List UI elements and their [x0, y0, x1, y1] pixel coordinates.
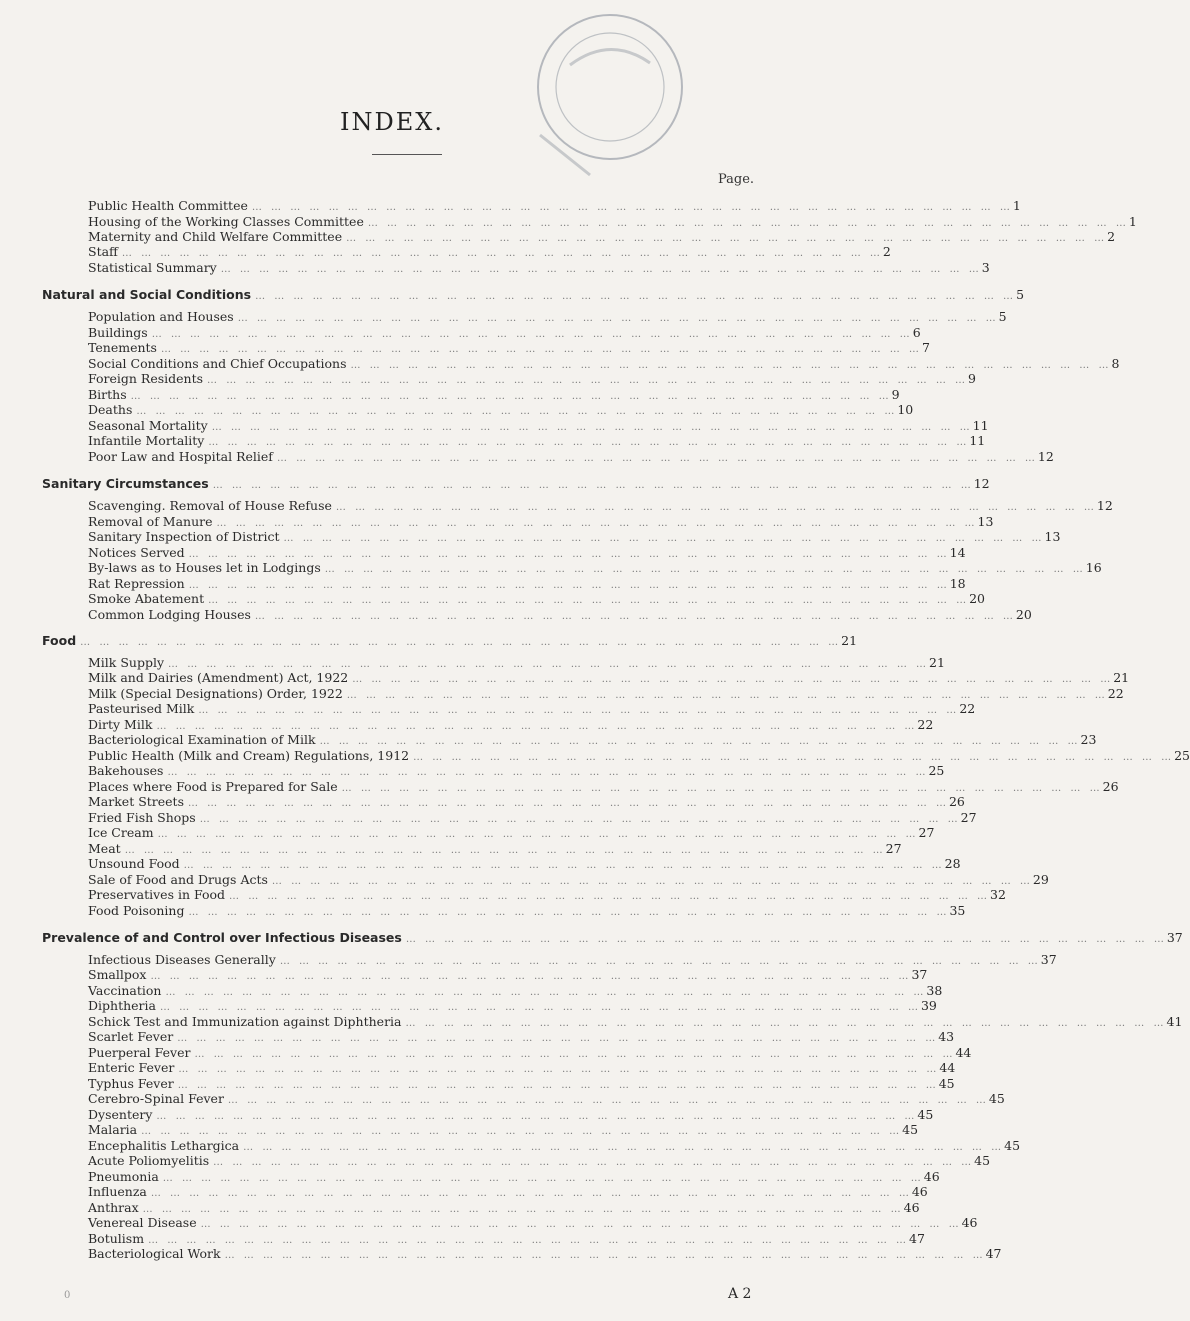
index-entry	[88, 1091, 1005, 1107]
index-entry	[88, 229, 1116, 245]
entry-label: Notices Served	[88, 545, 185, 560]
entry-page-number: 41	[1166, 1014, 1183, 1029]
index-entry	[88, 1045, 972, 1061]
index-entry	[88, 514, 994, 530]
entry-label: Pneumonia	[88, 1169, 159, 1184]
entry-label: Scavenging. Removal of House Refuse	[88, 498, 332, 513]
entry-page-number: 5	[1016, 287, 1025, 302]
entry-label: Bakehouses	[88, 763, 164, 778]
index-section-heading	[42, 930, 1183, 946]
leader-dots: … … … … … … … … … … … … … … … … … … … … … … … … … … … … … … … … … … … … … … … …	[160, 344, 922, 355]
entry-label: Prevalence of and Control over Infectious Diseases	[42, 930, 402, 945]
index-section-heading	[42, 633, 858, 649]
leader-dots: … … … … … … … … … … … … … … … … … … … … … … … … … … … … … … … … … … … … … … … …	[251, 202, 1013, 213]
leader-dots: … … … … … … … … … … … … … … … … … … … … … … … … … … … … … … … … … … … … … … … …	[413, 752, 1175, 763]
entry-page-number: 22	[959, 701, 976, 716]
entry-label: Tenements	[88, 340, 157, 355]
entry-label: Diphtheria	[88, 998, 156, 1013]
entry-page-number: 37	[1040, 952, 1057, 967]
index-entry	[88, 732, 1097, 748]
leader-dots: … … … … … … … … … … … … … … … … … … … … … … … … … … … … … … … … … … … … … … … …	[212, 480, 974, 491]
entry-label: Statistical Summary	[88, 260, 217, 275]
entry-page-number: 27	[885, 841, 902, 856]
entry-page-number: 26	[1102, 779, 1119, 794]
leader-dots: … … … … … … … … … … … … … … … … … … … … … … … … … … … … … … … … … … … … … … … …	[183, 860, 945, 871]
entry-page-number: 25	[928, 763, 945, 778]
leader-dots: … … … … … … … … … … … … … … … … … … … … … … … … … … … … … … … … … … … … … … … …	[243, 1142, 1005, 1153]
leader-dots: … … … … … … … … … … … … … … … … … … … … … … … … … … … … … … … … … … … … … … … …	[346, 233, 1108, 244]
leader-dots: … … … … … … … … … … … … … … … … … … … … … … … … … … … … … … … … … … … … … … … …	[199, 814, 961, 825]
entry-page-number: 35	[949, 903, 966, 918]
entry-label: Smoke Abatement	[88, 591, 205, 606]
leader-dots: … … … … … … … … … … … … … … … … … … … … … … … … … … … … … … … … … … … … … … … …	[177, 1080, 939, 1091]
entry-label: Rat Repression	[88, 576, 185, 591]
index-entry	[88, 825, 935, 841]
index-entry	[88, 325, 921, 341]
margin-mark: 0	[64, 1290, 71, 1301]
leader-dots: … … … … … … … … … … … … … … … … … … … … … … … … … … … … … … … … … … … … … … … …	[188, 580, 950, 591]
entry-label: Ice Cream	[88, 825, 154, 840]
index-entry	[88, 260, 990, 276]
leader-dots: … … … … … … … … … … … … … … … … … … … … … … … … … … … … … … … … … … … … … … … …	[177, 1033, 939, 1044]
leader-dots: … … … … … … … … … … … … … … … … … … … … … … … … … … … … … … … … … … … … … … … …	[405, 934, 1167, 945]
index-entry	[88, 607, 1032, 623]
entry-page-number: 45	[938, 1076, 955, 1091]
leader-dots: … … … … … … … … … … … … … … … … … … … … … … … … … … … … … … … … … … … … … … … …	[168, 659, 930, 670]
entry-page-number: 44	[955, 1045, 972, 1060]
leader-dots: … … … … … … … … … … … … … … … … … … … … … … … … … … … … … … … … … … … … … … … …	[352, 674, 1114, 685]
entry-label: Meat	[88, 841, 121, 856]
index-entry	[88, 340, 930, 356]
index-entry	[88, 309, 1007, 325]
entry-label: Population and Houses	[88, 309, 234, 324]
entry-label: Infectious Diseases Generally	[88, 952, 276, 967]
entry-label: Fried Fish Shops	[88, 810, 196, 825]
index-entry	[88, 1122, 919, 1138]
entry-label: Sale of Food and Drugs Acts	[88, 872, 268, 887]
entry-label: Cerebro-Spinal Fever	[88, 1091, 224, 1106]
page-title: INDEX.	[340, 108, 444, 136]
leader-dots: … … … … … … … … … … … … … … … … … … … … … … … … … … … … … … … … … … … … … … … …	[198, 705, 960, 716]
index-entry	[88, 794, 965, 810]
entry-label: Public Health (Milk and Cream) Regulations, 1912	[88, 748, 410, 763]
index-entry	[88, 952, 1057, 968]
entry-label: Births	[88, 387, 127, 402]
leader-dots: … … … … … … … … … … … … … … … … … … … … … … … … … … … … … … … … … … … … … … … …	[194, 1049, 956, 1060]
entry-page-number: 10	[897, 402, 914, 417]
entry-page-number: 22	[917, 717, 934, 732]
entry-page-number: 27	[918, 825, 935, 840]
entry-label: Sanitary Inspection of District	[88, 529, 280, 544]
entry-page-number: 37	[1166, 930, 1183, 945]
leader-dots: … … … … … … … … … … … … … … … … … … … … … … … … … … … … … … … … … … … … … … … …	[405, 1018, 1167, 1029]
entry-page-number: 27	[960, 810, 977, 825]
page-column-header: Page.	[718, 172, 755, 187]
entry-label: Public Health Committee	[88, 198, 248, 213]
index-entry	[88, 1014, 1183, 1030]
index-entry	[88, 591, 986, 607]
entry-page-number: 11	[972, 418, 989, 433]
leader-dots: … … … … … … … … … … … … … … … … … … … … … … … … … … … … … … … … … … … … … … … …	[319, 736, 1081, 747]
entry-label: Food	[42, 633, 77, 648]
entry-page-number: 45	[902, 1122, 919, 1137]
leader-dots: … … … … … … … … … … … … … … … … … … … … … … … … … … … … … … … … … … … … … … … …	[207, 375, 969, 386]
entry-page-number: 47	[909, 1231, 925, 1246]
leader-dots: … … … … … … … … … … … … … … … … … … … … … … … … … … … … … … … … … … … … … … … …	[156, 721, 918, 732]
leader-dots: … … … … … … … … … … … … … … … … … … … … … … … … … … … … … … … … … … … … … … … …	[156, 1111, 918, 1122]
entry-label: Dirty Milk	[88, 717, 153, 732]
leader-dots: … … … … … … … … … … … … … … … … … … … … … … … … … … … … … … … … … … … … … … … …	[254, 611, 1016, 622]
leader-dots: … … … … … … … … … … … … … … … … … … … … … … … … … … … … … … … … … … … … … … … …	[216, 518, 978, 529]
entry-page-number: 26	[948, 794, 965, 809]
index-entry	[88, 670, 1130, 686]
entry-page-number: 38	[926, 983, 943, 998]
index-entry	[88, 1215, 978, 1231]
entry-label: Places where Food is Prepared for Sale	[88, 779, 338, 794]
entry-page-number: 46	[911, 1184, 928, 1199]
index-entry	[88, 967, 928, 983]
index-entry	[88, 356, 1120, 372]
entry-page-number: 9	[891, 387, 900, 402]
leader-dots: … … … … … … … … … … … … … … … … … … … … … … … … … … … … … … … … … … … … … … … …	[159, 1002, 921, 1013]
index-entry	[88, 903, 966, 919]
leader-dots: … … … … … … … … … … … … … … … … … … … … … … … … … … … … … … … … … … … … … … … …	[151, 329, 913, 340]
entry-page-number: 11	[969, 433, 986, 448]
entry-label: Puerperal Fever	[88, 1045, 191, 1060]
entry-page-number: 14	[949, 545, 966, 560]
entry-label: Unsound Food	[88, 856, 180, 871]
leader-dots: … … … … … … … … … … … … … … … … … … … … … … … … … … … … … … … … … … … … … … … …	[335, 502, 1097, 513]
index-entry	[88, 1029, 955, 1045]
leader-dots: … … … … … … … … … … … … … … … … … … … … … … … … … … … … … … … … … … … … … … … …	[136, 406, 898, 417]
leader-dots: … … … … … … … … … … … … … … … … … … … … … … … … … … … … … … … … … … … … … … … …	[200, 1219, 962, 1230]
entry-label: Schick Test and Immunization against Diphtheria	[88, 1014, 402, 1029]
index-entry	[88, 387, 900, 403]
entry-page-number: 28	[944, 856, 961, 871]
entry-label: Infantile Mortality	[88, 433, 205, 448]
entry-label: Staff	[88, 244, 118, 259]
index-entry	[88, 779, 1119, 795]
entry-page-number: 46	[903, 1200, 920, 1215]
index-entry	[88, 841, 902, 857]
index-entry	[88, 1200, 920, 1216]
entry-page-number: 37	[911, 967, 928, 982]
index-entry	[88, 763, 945, 779]
entry-page-number: 22	[1107, 686, 1124, 701]
entry-page-number: 45	[1004, 1138, 1021, 1153]
entry-page-number: 9	[968, 371, 976, 386]
index-section-heading	[42, 287, 1025, 303]
entry-label: Maternity and Child Welfare Committee	[88, 229, 343, 244]
entry-page-number: 3	[981, 260, 990, 275]
leader-dots: … … … … … … … … … … … … … … … … … … … … … … … … … … … … … … … … … … … … … … … …	[165, 987, 927, 998]
entry-page-number: 2	[882, 244, 891, 259]
index-entry	[88, 686, 1124, 702]
leader-dots: … … … … … … … … … … … … … … … … … … … … … … … … … … … … … … … … … … … … … … … …	[227, 1095, 989, 1106]
leader-dots: … … … … … … … … … … … … … … … … … … … … … … … … … … … … … … … … … … … … … … … …	[213, 1157, 975, 1168]
leader-dots: … … … … … … … … … … … … … … … … … … … … … … … … … … … … … … … … … … … … … … … …	[224, 1250, 986, 1261]
index-entry	[88, 1076, 955, 1092]
index-entry	[88, 717, 934, 733]
leader-dots: … … … … … … … … … … … … … … … … … … … … … … … … … … … … … … … … … … … … … … … …	[279, 956, 1041, 967]
entry-page-number: 21	[1113, 670, 1130, 685]
entry-label: Common Lodging Houses	[88, 607, 251, 622]
index-entry	[88, 576, 966, 592]
entry-label: Buildings	[88, 325, 148, 340]
index-entry	[88, 244, 891, 260]
entry-label: Dysentery	[88, 1107, 153, 1122]
entry-page-number: 45	[974, 1153, 991, 1168]
leader-dots: … … … … … … … … … … … … … … … … … … … … … … … … … … … … … … … … … … … … … … … …	[130, 391, 892, 402]
entry-label: Smallpox	[88, 967, 147, 982]
entry-label: Scarlet Fever	[88, 1029, 174, 1044]
index-entry	[88, 1107, 934, 1123]
leader-dots: … … … … … … … … … … … … … … … … … … … … … … … … … … … … … … … … … … … … … … … …	[346, 690, 1108, 701]
entry-page-number: 21	[841, 633, 858, 648]
leader-dots: … … … … … … … … … … … … … … … … … … … … … … … … … … … … … … … … … … … … … … … …	[121, 248, 883, 259]
leader-dots: … … … … … … … … … … … … … … … … … … … … … … … … … … … … … … … … … … … … … … … …	[211, 422, 973, 433]
entry-page-number: 20	[969, 591, 986, 606]
leader-dots: … … … … … … … … … … … … … … … … … … … … … … … … … … … … … … … … … … … … … … … …	[367, 218, 1129, 229]
entry-label: Anthrax	[88, 1200, 139, 1215]
leader-dots: … … … … … … … … … … … … … … … … … … … … … … … … … … … … … … … … … … … … … … … …	[237, 313, 999, 324]
entry-page-number: 13	[977, 514, 994, 529]
index-section-heading	[42, 476, 990, 492]
index-entry	[88, 433, 986, 449]
leader-dots: … … … … … … … … … … … … … … … … … … … … … … … … … … … … … … … … … … … … … … … …	[167, 767, 929, 778]
entry-page-number: 25	[1174, 748, 1190, 763]
entry-label: Food Poisoning	[88, 903, 185, 918]
leader-dots: … … … … … … … … … … … … … … … … … … … … … … … … … … … … … … … … … … … … … … … …	[255, 291, 1017, 302]
entry-page-number: 39	[920, 998, 937, 1013]
entry-label: Venereal Disease	[88, 1215, 197, 1230]
index-entry	[88, 983, 943, 999]
index-entry	[88, 529, 1061, 545]
entry-page-number: 45	[917, 1107, 934, 1122]
index-entry	[88, 214, 1137, 230]
entry-page-number: 20	[1015, 607, 1032, 622]
entry-label: Enteric Fever	[88, 1060, 175, 1075]
leader-dots: … … … … … … … … … … … … … … … … … … … … … … … … … … … … … … … … … … … … … … … …	[148, 1235, 910, 1246]
index-entry	[88, 418, 989, 434]
index-entry	[88, 998, 937, 1014]
entry-page-number: 1	[1012, 198, 1021, 213]
index-entry	[88, 887, 1006, 903]
index-entry	[88, 1184, 928, 1200]
leader-dots: … … … … … … … … … … … … … … … … … … … … … … … … … … … … … … … … … … … … … … … …	[142, 1204, 904, 1215]
entry-page-number: 45	[988, 1091, 1005, 1106]
entry-page-number: 32	[990, 887, 1006, 902]
index-entry	[88, 1060, 956, 1076]
index-entry	[88, 701, 976, 717]
leader-dots: … … … … … … … … … … … … … … … … … … … … … … … … … … … … … … … … … … … … … … … …	[124, 845, 886, 856]
leader-dots: … … … … … … … … … … … … … … … … … … … … … … … … … … … … … … … … … … … … … … … …	[208, 437, 970, 448]
entry-page-number: 12	[1037, 449, 1054, 464]
index-entry	[88, 1138, 1021, 1154]
index-entry	[88, 655, 945, 671]
entry-label: Acute Poliomyelitis	[88, 1153, 210, 1168]
entry-page-number: 6	[912, 325, 921, 340]
entry-page-number: 7	[921, 340, 930, 355]
entry-label: Natural and Social Conditions	[42, 287, 252, 302]
entry-label: Sanitary Circumstances	[42, 476, 209, 491]
leader-dots: … … … … … … … … … … … … … … … … … … … … … … … … … … … … … … … … … … … … … … … …	[283, 533, 1045, 544]
leader-dots: … … … … … … … … … … … … … … … … … … … … … … … … … … … … … … … … … … … … … … … …	[229, 891, 991, 902]
entry-page-number: 16	[1085, 560, 1102, 575]
entry-page-number: 44	[939, 1060, 956, 1075]
entry-page-number: 21	[929, 655, 945, 670]
leader-dots: … … … … … … … … … … … … … … … … … … … … … … … … … … … … … … … … … … … … … … … …	[188, 798, 949, 809]
index-entry	[88, 498, 1113, 514]
entry-label: Removal of Manure	[88, 514, 213, 529]
entry-label: Malaria	[88, 1122, 138, 1137]
index-entry	[88, 402, 914, 418]
entry-label: Poor Law and Hospital Relief	[88, 449, 273, 464]
entry-label: Influenza	[88, 1184, 147, 1199]
entry-label: Deaths	[88, 402, 133, 417]
entry-label: Bacteriological Examination of Milk	[88, 732, 316, 747]
leader-dots: … … … … … … … … … … … … … … … … … … … … … … … … … … … … … … … … … … … … … … … …	[276, 453, 1038, 464]
entry-page-number: 29	[1032, 872, 1049, 887]
entry-label: By-laws as to Houses let in Lodgings	[88, 560, 321, 575]
leader-dots: … … … … … … … … … … … … … … … … … … … … … … … … … … … … … … … … … … … … … … … …	[157, 829, 919, 840]
entry-page-number: 13	[1044, 529, 1061, 544]
index-entry	[88, 748, 1190, 764]
leader-dots: … … … … … … … … … … … … … … … … … … … … … … … … … … … … … … … … … … … … … … … …	[141, 1126, 903, 1137]
entry-page-number: 2	[1107, 229, 1116, 244]
entry-label: Botulism	[88, 1231, 145, 1246]
index-entry	[88, 872, 1049, 888]
leader-dots: … … … … … … … … … … … … … … … … … … … … … … … … … … … … … … … … … … … … … … … …	[188, 907, 950, 918]
index-entry	[88, 1231, 925, 1247]
leader-dots: … … … … … … … … … … … … … … … … … … … … … … … … … … … … … … … … … … … … … … … …	[350, 360, 1112, 371]
entry-page-number: 12	[973, 476, 990, 491]
entry-label: Housing of the Working Classes Committee	[88, 214, 364, 229]
entry-label: Foreign Residents	[88, 371, 204, 386]
index-entry	[88, 1246, 1002, 1262]
entry-label: Milk and Dairies (Amendment) Act, 1922	[88, 670, 349, 685]
entry-page-number: 46	[961, 1215, 978, 1230]
index-entry	[88, 810, 977, 826]
index-entry	[88, 449, 1054, 465]
index-entry	[88, 545, 966, 561]
entry-label: Typhus Fever	[88, 1076, 174, 1091]
signature-mark: A 2	[728, 1286, 752, 1302]
leader-dots: … … … … … … … … … … … … … … … … … … … … … … … … … … … … … … … … … … … … … … … …	[150, 1188, 912, 1199]
entry-page-number: 8	[1111, 356, 1120, 371]
entry-page-number: 12	[1096, 498, 1113, 513]
index-entry	[88, 198, 1021, 214]
leader-dots: … … … … … … … … … … … … … … … … … … … … … … … … … … … … … … … … … … … … … … … …	[188, 549, 950, 560]
index-entry	[88, 1153, 991, 1169]
leader-dots: … … … … … … … … … … … … … … … … … … … … … … … … … … … … … … … … … … … … … … … …	[341, 783, 1103, 794]
index-entry	[88, 856, 961, 872]
entry-page-number: 46	[923, 1169, 940, 1184]
leader-dots: … … … … … … … … … … … … … … … … … … … … … … … … … … … … … … … … … … … … … … … …	[150, 971, 912, 982]
index-entry	[88, 560, 1102, 576]
index-entry	[88, 371, 976, 387]
entry-label: Bacteriological Work	[88, 1246, 221, 1261]
entry-label: Social Conditions and Chief Occupations	[88, 356, 347, 371]
leader-dots: … … … … … … … … … … … … … … … … … … … … … … … … … … … … … … … … … … … … … … … …	[80, 637, 842, 648]
leader-dots: … … … … … … … … … … … … … … … … … … … … … … … … … … … … … … … … … … … … … … … …	[271, 876, 1033, 887]
leader-dots: … … … … … … … … … … … … … … … … … … … … … … … … … … … … … … … … … … … … … … … …	[208, 595, 970, 606]
entry-page-number: 23	[1080, 732, 1097, 747]
entry-page-number: 43	[938, 1029, 955, 1044]
entry-label: Milk (Special Designations) Order, 1922	[88, 686, 343, 701]
entry-label: Preservatives in Food	[88, 887, 226, 902]
leader-dots: … … … … … … … … … … … … … … … … … … … … … … … … … … … … … … … … … … … … … … … …	[324, 564, 1086, 575]
entry-label: Pasteurised Milk	[88, 701, 195, 716]
entry-label: Encephalitis Lethargica	[88, 1138, 240, 1153]
leader-dots: … … … … … … … … … … … … … … … … … … … … … … … … … … … … … … … … … … … … … … … …	[162, 1173, 924, 1184]
entry-label: Market Streets	[88, 794, 184, 809]
index-entry	[88, 1169, 940, 1185]
entry-label: Seasonal Mortality	[88, 418, 208, 433]
entry-page-number: 18	[949, 576, 966, 591]
entry-page-number: 47	[985, 1246, 1002, 1261]
entry-label: Vaccination	[88, 983, 162, 998]
leader-dots: … … … … … … … … … … … … … … … … … … … … … … … … … … … … … … … … … … … … … … … …	[220, 264, 982, 275]
entry-page-number: 5	[998, 309, 1007, 324]
leader-dots: … … … … … … … … … … … … … … … … … … … … … … … … … … … … … … … … … … … … … … … …	[178, 1064, 940, 1075]
entry-page-number: 1	[1128, 214, 1137, 229]
entry-label: Milk Supply	[88, 655, 165, 670]
